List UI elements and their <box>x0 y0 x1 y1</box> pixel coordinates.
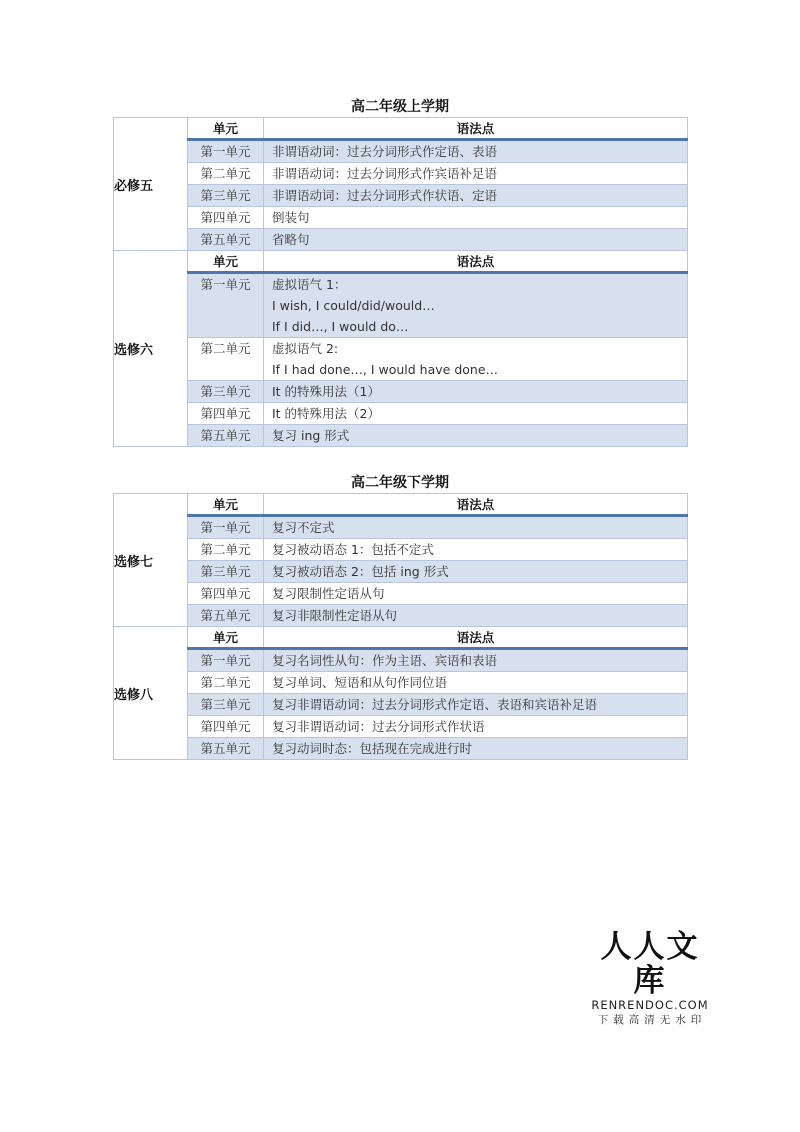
unit-cell: 第五单元 <box>188 605 264 627</box>
logo-tagline: 下载高清无水印 <box>597 1014 707 1026</box>
table-row <box>114 605 688 627</box>
grammar-cell <box>264 539 688 561</box>
unit-column-header: 单元 <box>188 627 264 649</box>
grammar-line: I wish, I could/did/would… <box>272 298 435 313</box>
unit-cell: 第一单元 <box>188 516 264 539</box>
grammar-line: 复习名词性从句：作为主语、宾语和表语 <box>272 653 498 668</box>
grammar-line: 非谓语动词：过去分词形式作定语、表语 <box>272 144 498 159</box>
grammar-cell <box>264 403 688 425</box>
table-row <box>114 381 688 403</box>
grammar-cell <box>264 516 688 539</box>
semester-title: 高二年级上学期 <box>351 99 449 115</box>
module-name: 选修八 <box>114 627 188 760</box>
unit-cell: 第二单元 <box>188 539 264 561</box>
grammar-line: 虚拟语气 2: <box>272 341 339 356</box>
unit-column-header: 单元 <box>188 251 264 273</box>
semester-upper <box>113 97 687 447</box>
grammar-line: 复习动词时态：包括现在完成进行时 <box>272 741 473 756</box>
module-name: 必修五 <box>114 118 188 251</box>
table-row <box>114 140 688 163</box>
grammar-line: 非谓语动词：过去分词形式作状语、定语 <box>272 188 498 203</box>
grammar-line: 复习限制性定语从句 <box>272 586 385 601</box>
grammar-cell <box>264 207 688 229</box>
unit-cell: 第四单元 <box>188 583 264 605</box>
module-group <box>114 251 688 447</box>
logo-url: RENRENDOC.COM <box>591 998 709 1012</box>
grammar-cell <box>264 605 688 627</box>
grammar-table <box>113 493 688 760</box>
renrendoc-logo <box>587 930 713 1027</box>
table-row <box>114 516 688 539</box>
table-row <box>114 207 688 229</box>
grammar-cell <box>264 672 688 694</box>
table-row <box>114 425 688 447</box>
unit-cell: 第五单元 <box>188 738 264 760</box>
unit-cell: 第三单元 <box>188 185 264 207</box>
grammar-line: 复习被动语态 1：包括不定式 <box>272 542 434 557</box>
grammar-cell <box>264 716 688 738</box>
unit-cell: 第五单元 <box>188 425 264 447</box>
grammar-line: It 的特殊用法（2） <box>272 406 381 421</box>
module-group <box>114 118 688 251</box>
table-header-row <box>114 627 688 649</box>
unit-cell: 第三单元 <box>188 381 264 403</box>
unit-cell: 第一单元 <box>188 140 264 163</box>
module-group <box>114 627 688 760</box>
grammar-cell <box>264 561 688 583</box>
table-row <box>114 273 688 338</box>
logo-wordmark: 人人文库 <box>600 929 700 999</box>
unit-cell: 第三单元 <box>188 561 264 583</box>
grammar-cell <box>264 229 688 251</box>
grammar-cell <box>264 140 688 163</box>
unit-cell: 第四单元 <box>188 207 264 229</box>
unit-cell: 第一单元 <box>188 649 264 672</box>
table-header-row <box>114 251 688 273</box>
semester-lower <box>113 473 687 760</box>
grammar-line: If I had done…, I would have done… <box>272 362 499 377</box>
table-row <box>114 716 688 738</box>
unit-column-header: 单元 <box>188 118 264 140</box>
grammar-line: If I did…, I would do… <box>272 319 409 334</box>
module-group <box>114 494 688 627</box>
grammar-table <box>113 117 688 447</box>
grammar-line: 复习单词、短语和从句作同位语 <box>272 675 448 690</box>
table-header-row <box>114 118 688 140</box>
grammar-cell <box>264 425 688 447</box>
grammar-line: 复习非谓语动词：过去分词形式作定语、表语和宾语补足语 <box>272 697 598 712</box>
table-row <box>114 694 688 716</box>
grammar-cell <box>264 583 688 605</box>
grammar-cell <box>264 381 688 403</box>
module-name: 选修六 <box>114 251 188 447</box>
table-row <box>114 583 688 605</box>
table-row <box>114 539 688 561</box>
table-row <box>114 672 688 694</box>
unit-column-header: 单元 <box>188 494 264 516</box>
grammar-line: 复习非限制性定语从句 <box>272 608 398 623</box>
unit-cell: 第四单元 <box>188 403 264 425</box>
grammar-cell <box>264 649 688 672</box>
table-row <box>114 229 688 251</box>
semester-title: 高二年级下学期 <box>351 475 449 491</box>
unit-cell: 第二单元 <box>188 163 264 185</box>
grammar-line: 复习 ing 形式 <box>272 428 350 443</box>
unit-cell: 第三单元 <box>188 694 264 716</box>
grammar-cell <box>264 694 688 716</box>
module-name: 选修七 <box>114 494 188 627</box>
grammar-cell <box>264 185 688 207</box>
grammar-column-header: 语法点 <box>264 494 688 516</box>
unit-cell: 第一单元 <box>188 273 264 338</box>
grammar-line: 非谓语动词：过去分词形式作宾语补足语 <box>272 166 498 181</box>
table-row <box>114 649 688 672</box>
grammar-line: 倒装句 <box>272 210 310 225</box>
grammar-line: 复习非谓语动词：过去分词形式作状语 <box>272 719 485 734</box>
unit-cell: 第二单元 <box>188 338 264 381</box>
unit-cell: 第二单元 <box>188 672 264 694</box>
grammar-line: 省略句 <box>272 232 310 247</box>
grammar-line: 虚拟语气 1： <box>272 277 347 292</box>
grammar-line: 复习被动语态 2：包括 ing 形式 <box>272 564 449 579</box>
grammar-cell <box>264 738 688 760</box>
grammar-line: 复习不定式 <box>272 520 335 535</box>
grammar-cell <box>264 163 688 185</box>
grammar-cell <box>264 338 688 381</box>
table-row <box>114 185 688 207</box>
table-row <box>114 403 688 425</box>
unit-cell: 第五单元 <box>188 229 264 251</box>
grammar-column-header: 语法点 <box>264 627 688 649</box>
unit-cell: 第四单元 <box>188 716 264 738</box>
table-row <box>114 338 688 381</box>
table-row <box>114 561 688 583</box>
table-header-row <box>114 494 688 516</box>
grammar-line: It 的特殊用法（1） <box>272 384 381 399</box>
grammar-column-header: 语法点 <box>264 251 688 273</box>
table-row <box>114 163 688 185</box>
table-row <box>114 738 688 760</box>
grammar-column-header: 语法点 <box>264 118 688 140</box>
grammar-cell <box>264 273 688 338</box>
